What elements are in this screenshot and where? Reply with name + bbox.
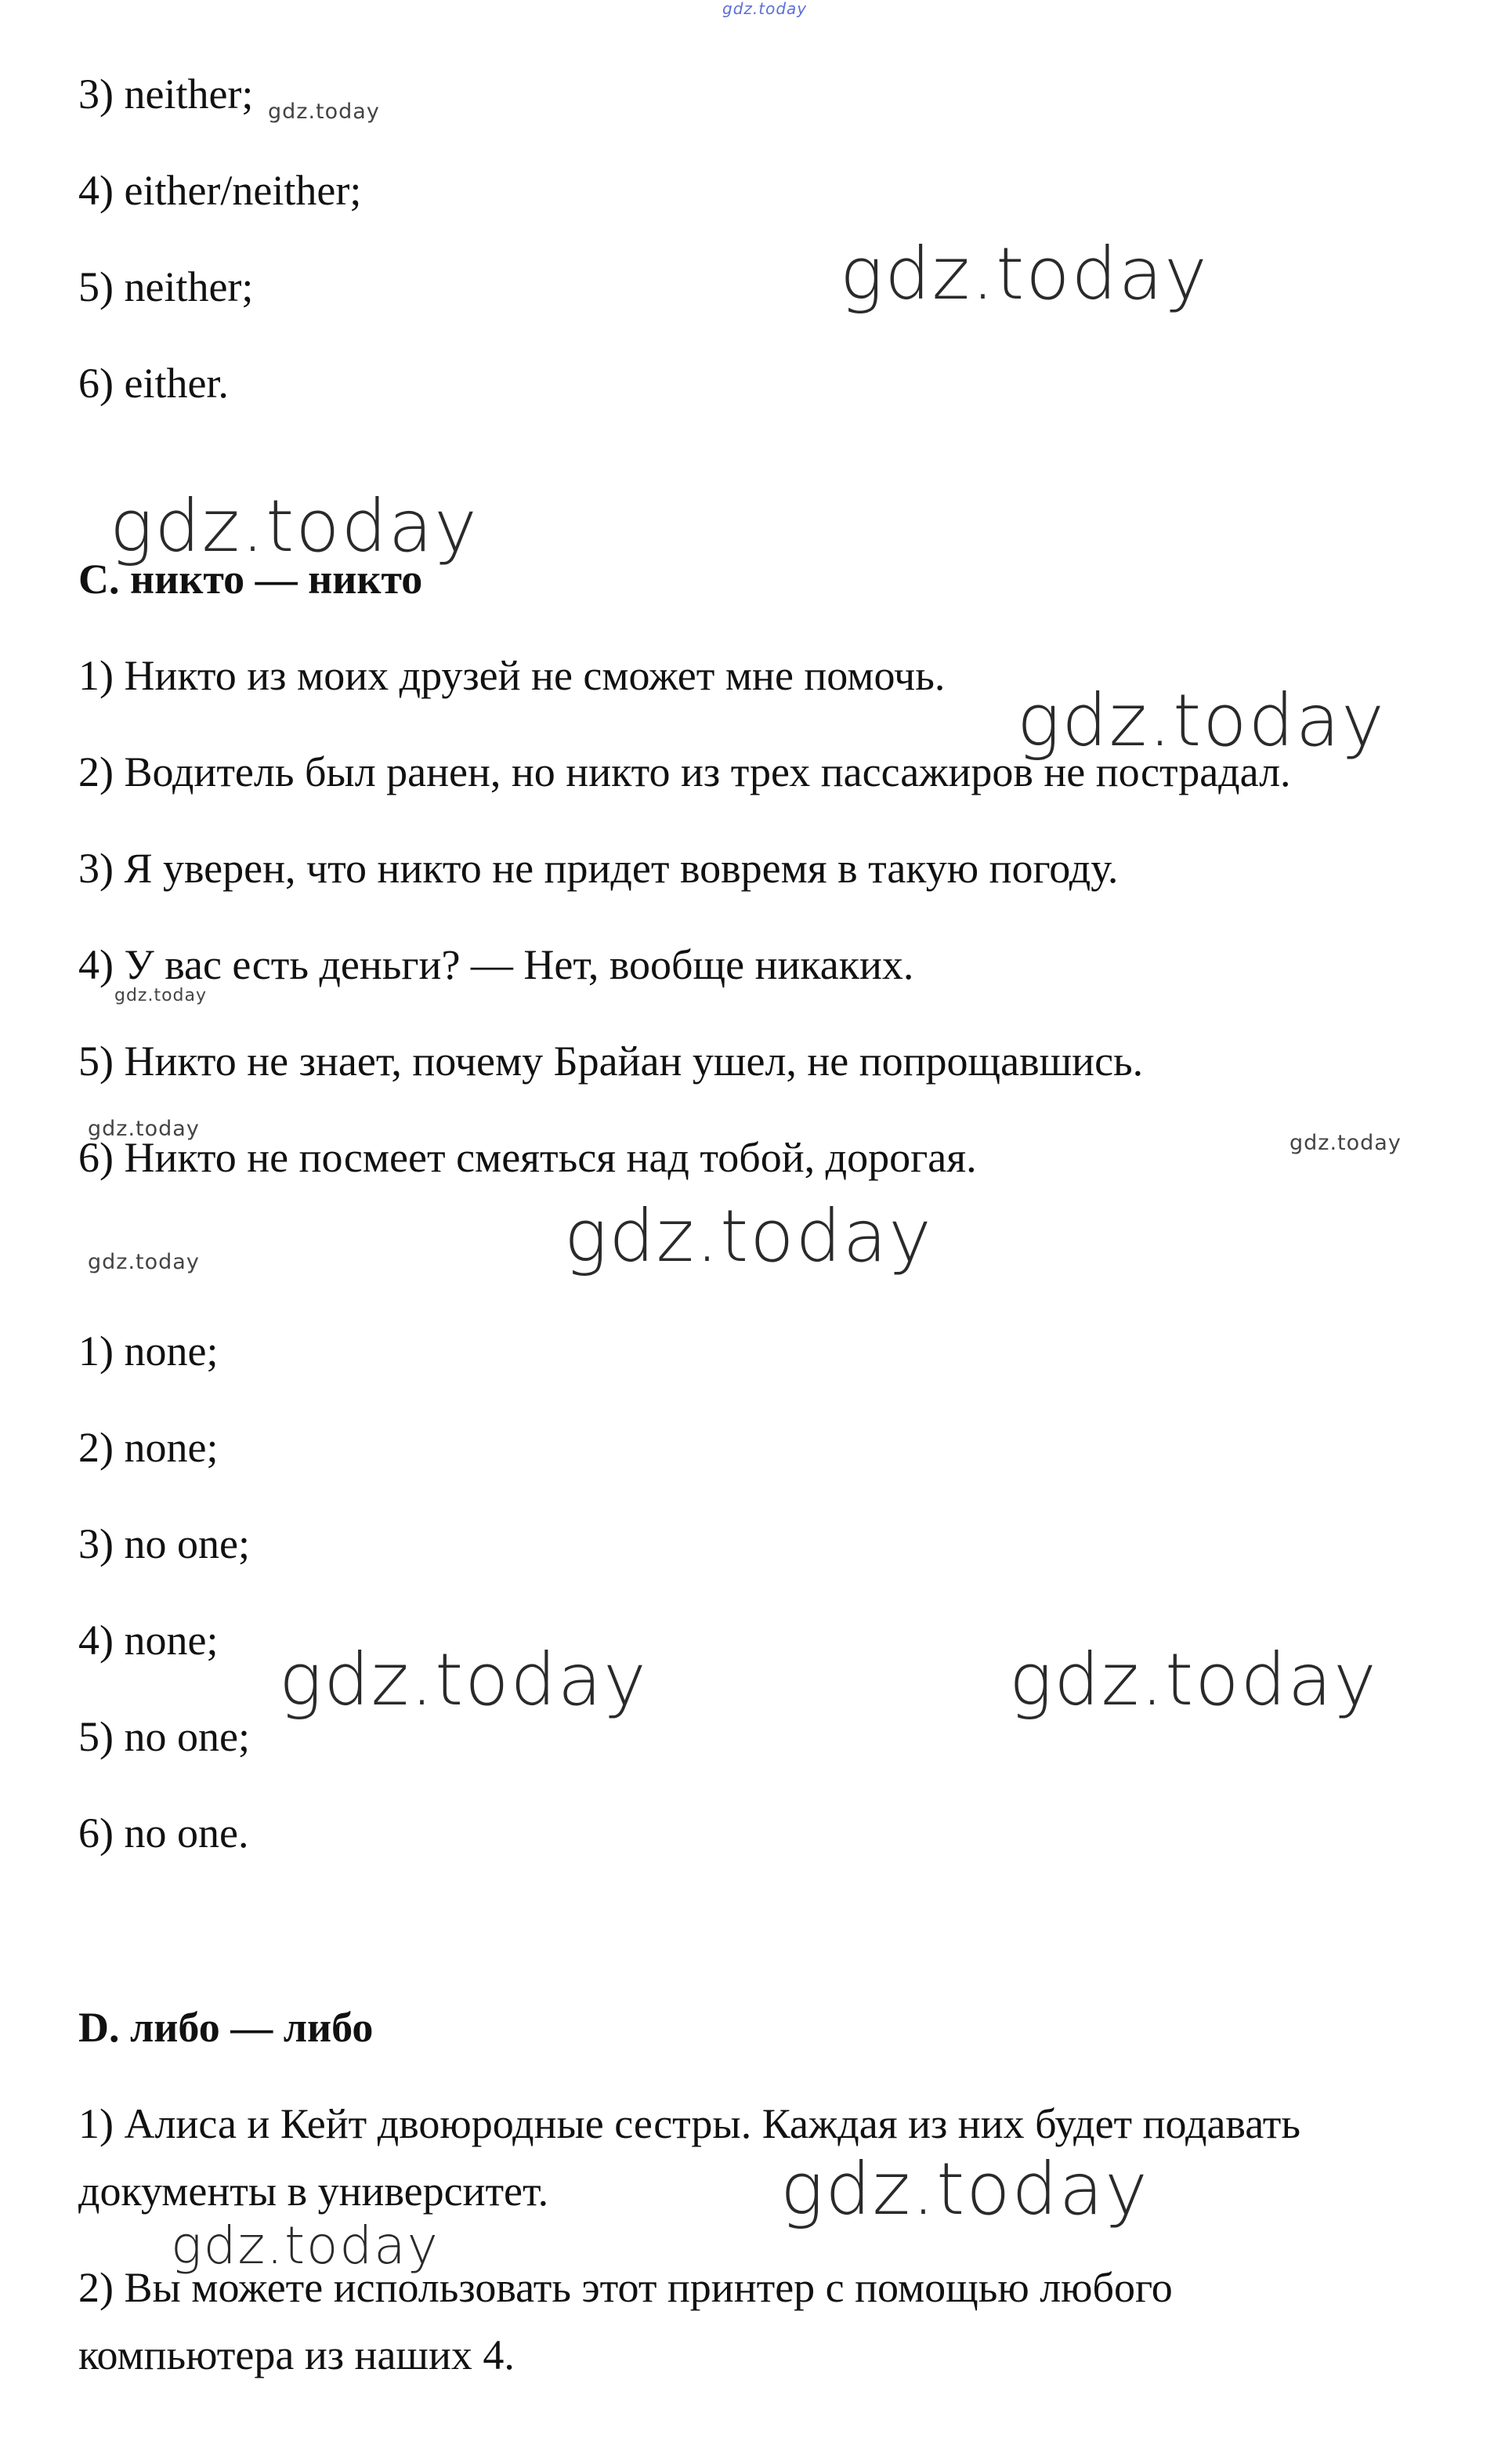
- text-line: 2) Водитель был ранен, но никто из трех пассажиров не пострадал.: [78, 748, 1291, 795]
- text-line: документы в университет.: [78, 2168, 549, 2215]
- watermark: gdz.today: [1290, 1131, 1402, 1155]
- watermark: gdz.today: [110, 484, 479, 568]
- text-line: 2) none;: [78, 1424, 219, 1471]
- text-line: 4) either/neither;: [78, 167, 362, 214]
- text-line: 6) Никто не посмеет смеяться над тобой, дорогая.: [78, 1134, 977, 1181]
- watermark: gdz.today: [780, 2147, 1149, 2231]
- section-heading: D. либо — либо: [78, 2004, 374, 2051]
- text-line: 1) Алиса и Кейт двоюродные сестры. Каждая из них будет подавать: [78, 2100, 1301, 2147]
- text-line: 5) Никто не знает, почему Брайан ушел, не попрощавшись.: [78, 1038, 1144, 1085]
- watermark-top: gdz.today: [722, 0, 808, 18]
- watermark: gdz.today: [1017, 679, 1386, 763]
- text-line: компьютера из наших 4.: [78, 2331, 515, 2378]
- section-heading: C. никто — никто: [78, 556, 423, 603]
- watermark: gdz.today: [114, 986, 208, 1005]
- watermark: gdz.today: [88, 1250, 200, 1274]
- watermark: gdz.today: [268, 100, 380, 124]
- text-line: 2) Вы можете использовать этот принтер с помощью любого: [78, 2264, 1173, 2311]
- text-line: 4) none;: [78, 1617, 219, 1664]
- watermark: gdz.today: [279, 1638, 648, 1722]
- text-line: 3) neither;: [78, 71, 254, 118]
- text-line: 1) Никто из моих друзей не сможет мне помочь.: [78, 652, 946, 699]
- watermark: gdz.today: [1009, 1638, 1378, 1722]
- text-line: 3) no one;: [78, 1520, 250, 1567]
- text-line: 6) either.: [78, 360, 229, 407]
- text-line: 5) neither;: [78, 263, 254, 310]
- watermark: gdz.today: [171, 2215, 439, 2276]
- watermark: gdz.today: [564, 1194, 933, 1278]
- text-line: 6) no one.: [78, 1809, 249, 1856]
- watermark: gdz.today: [88, 1117, 200, 1141]
- text-line: 5) no one;: [78, 1713, 250, 1760]
- text-line: 1) none;: [78, 1328, 219, 1375]
- text-line: 4) У вас есть деньги? — Нет, вообще никаких.: [78, 941, 914, 988]
- watermark: gdz.today: [840, 232, 1209, 316]
- text-line: 3) Я уверен, что никто не придет вовремя в такую погоду.: [78, 845, 1119, 892]
